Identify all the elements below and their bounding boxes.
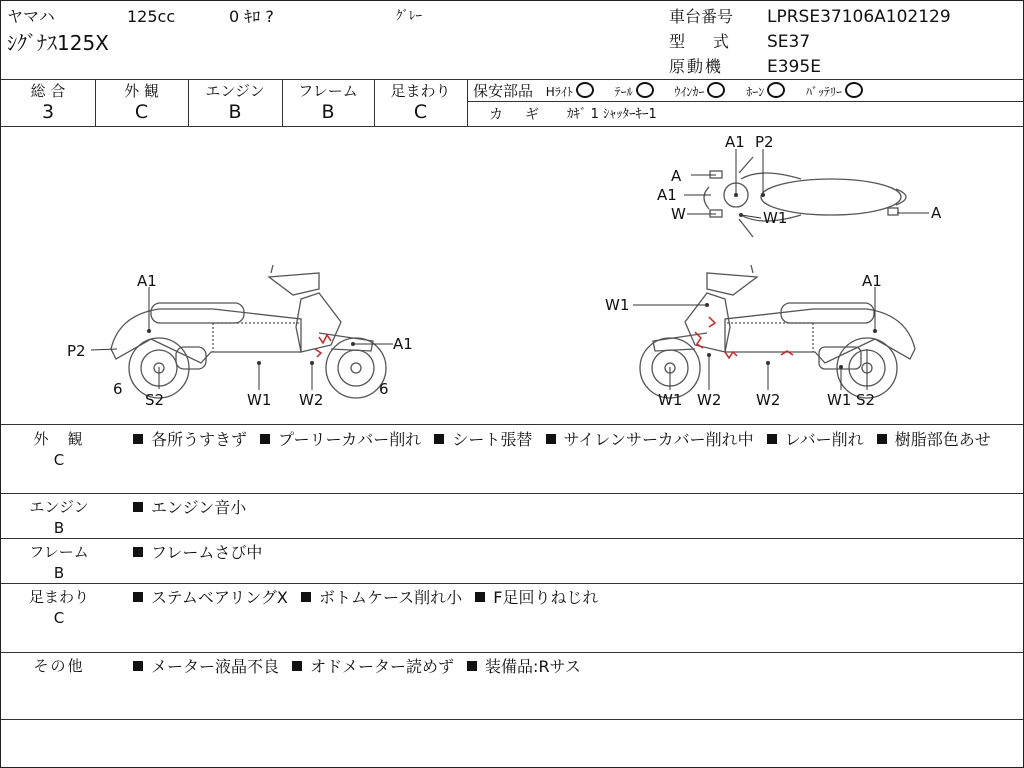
section-grade-suspension: C [53,609,65,627]
model-code: SE37 [767,32,811,52]
diagram-mark: P2 [755,133,774,151]
section-label-engine: エンジン [29,498,89,516]
suspension-grade-label: 足まわり [390,82,451,100]
divider [1,538,1023,539]
divider [1,583,1023,584]
diagram-mark: W2 [756,391,781,409]
safety-item-battery: ﾊﾞｯﾃﾘｰ [806,82,863,102]
divider [1,493,1023,494]
frame-no-label: 車台番号 [669,7,734,26]
diagram-mark: A1 [137,272,157,290]
notes-other: メーター液晶不良 オドメーター読めず 装備品:Rサス [133,655,1019,678]
diagram-mark: A1 [657,186,677,204]
safety-label: 保安部品 [473,82,534,100]
diagram-mark: 6 [379,380,389,398]
engine-label: 原動機 [669,57,724,76]
notes-engine: エンジン音小 [133,496,1019,519]
safety-item-headlight: Hﾗｲﾄ [546,82,594,102]
divider [1,652,1023,653]
diagram-mark: A [931,204,942,222]
overall-label: 総 合 [30,82,66,100]
section-grade-exterior: C [53,451,65,469]
section-grade-frame: B [53,564,65,582]
model-code-label: 型 式 [669,32,736,51]
divider [1,424,1023,425]
diagram-mark: S2 [856,391,876,409]
divider [1,79,1023,80]
diagram-mark: 6 [113,380,123,398]
scooter-top-view [704,157,906,237]
diagram-mark: W2 [697,391,722,409]
overall-grade: 3 [41,101,55,123]
keys-label: カ ギ [489,107,543,123]
safety-item-winker: ｳｲﾝｶｰ [674,82,725,102]
diagram-mark: P2 [67,342,86,360]
exterior-grade: C [134,101,149,123]
section-label-suspension: 足まわり [28,588,89,606]
diagram-mark: A1 [862,272,882,290]
diagram-mark: W1 [658,391,683,409]
ok-mark-icon [707,82,725,98]
frame-grade-label: フレーム [298,82,358,100]
section-grade-engine: B [53,519,65,537]
notes-exterior: 各所うすきず プーリーカバー削れ シート張替 サイレンサーカバー削れ中 レバー削れ 樹脂部色あせ [133,428,1019,451]
engine-grade-label: エンジン [205,82,265,100]
suspension-grade: C [413,101,428,123]
exterior-label: 外 観 [124,82,159,100]
model-name: ｼｸﾞﾅｽ125X [7,31,109,55]
frame-grade: B [321,101,335,123]
damage-marks [315,317,793,358]
divider [467,79,468,126]
diagram-mark: A1 [393,335,413,353]
ok-mark-icon [576,82,594,98]
diagram-mark: S2 [145,391,165,409]
displacement: 125cc [127,7,176,26]
ok-mark-icon [845,82,863,98]
diagram-mark: W2 [299,391,324,409]
section-label-frame: フレーム [29,543,89,561]
diagram-mark: A1 [725,133,745,151]
diagram-mark: W1 [763,209,788,227]
diagram-mark: W [671,205,686,223]
ok-mark-icon [636,82,654,98]
diagram-mark: W1 [605,296,630,314]
diagram-mark: A [671,167,682,185]
leader-lines [91,149,929,390]
ok-mark-icon [767,82,785,98]
notes-frame: フレームさび中 [133,541,1019,564]
safety-parts-row [473,81,871,102]
divider [1,719,1023,720]
engine-code: E395E [767,57,821,77]
maker: ヤマハ [7,7,55,26]
diagram-mark: W1 [247,391,272,409]
diagram-mark: W1 [827,391,852,409]
section-label-exterior: 外 観 [33,430,85,448]
frame-no: LPRSE37106A102129 [767,7,951,27]
mileage: 0 ｷﾛ ? [229,7,274,26]
notes-suspension: ステムベアリングX ボトムケース削れ小 F足回りねじれ [133,586,1019,609]
safety-item-tail: ﾃｰﾙ [615,82,654,102]
safety-item-horn: ﾎｰﾝ [746,82,785,102]
keys-value: ｶｷﾞ 1 ｼｬｯﾀｰｷｰ1 [567,107,657,122]
color: ｸﾞﾚｰ [396,9,422,24]
engine-grade: B [228,101,242,123]
section-label-other: その他 [33,657,85,675]
